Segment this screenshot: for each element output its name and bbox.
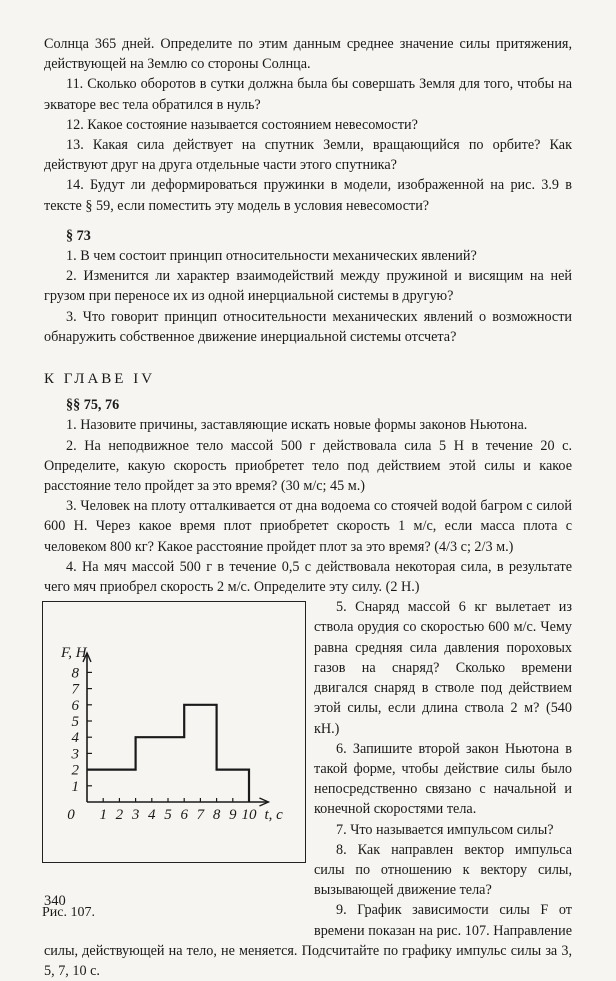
question-14: 14. Будут ли деформироваться пружинки в модели, изображенной на рис. 3.9 в тексте § 59, если поместить эту модель в условия невесомости? <box>44 177 572 214</box>
chapter-question-3: 3. Человек на плоту отталкивается от дна водоема со стоячей водой багром с силой 600 Н. Через какое время плот приобретет скорость 1 м/с, если масса плота с человеком 800 кг? Какое расстояние пройдет плот за это время? (4/3 с; 2/3 м.) <box>44 498 572 555</box>
x-tick-label: 7 <box>196 807 205 824</box>
chapter-question-8: 8. Как направлен вектор импульса силы по отношению к вектору силы, вызывающей движение тела? <box>314 841 572 899</box>
y-tick-label: 8 <box>71 665 79 682</box>
y-tick-label: 6 <box>71 698 79 715</box>
question-11: 11. Сколько оборотов в сутки должна была бы совершать Земля для того, чтобы на экваторе вес тела обратился в нуль? <box>44 76 572 113</box>
page-number: 340 <box>44 893 66 909</box>
y-tick-label: 3 <box>71 746 79 763</box>
x-tick-label: 4 <box>148 807 156 824</box>
section-73-question-2: 2. Изменится ли характер взаимодействий между пружиной и висящим на ней грузом при переносе их из одной инерциальной системы в другую? <box>44 268 572 305</box>
section-73-question-1: 1. В чем состоит принцип относительности механических явлений? <box>66 248 477 265</box>
section-heading-73: § 73 <box>66 227 91 244</box>
x-tick-label: 2 <box>115 807 124 824</box>
y-tick-label: 1 <box>71 779 79 796</box>
chapter-question-7: 7. Что называется импульсом силы? <box>336 821 554 838</box>
y-tick-label: 7 <box>71 681 79 698</box>
question-12: 12. Какое состояние называется состоянием невесомости? <box>66 116 418 133</box>
chapter-question-9: 9. График зависимости силы F от времени показан на рис. 107. Направление силы, действующей на тело, не меняется. Подсчитайте по графику импульс силы за 3, 5, 7, 10 с. <box>44 902 572 979</box>
x-tick-label: 6 <box>180 807 188 824</box>
x-tick-label: 8 <box>212 807 221 824</box>
force-time-graph <box>42 601 306 863</box>
section-heading-75-76: §§ 75, 76 <box>66 397 120 414</box>
chapter-question-4: 4. На мяч массой 500 г в течение 0,5 с действовала некоторая сила, в результате чего мяч приобрел скорость 2 м/с. Определите эту силу. (2 Н.) <box>44 558 572 596</box>
force-time-chart <box>43 602 305 862</box>
question-13: 13. Какая сила действует на спутник Земли, вращающийся по орбите? Как действуют друг на друга отдельные части этого спутника? <box>44 137 572 174</box>
section-73-question-3: 3. Что говорит принцип относительности механических явлений о возможности обнаружить собственное движение инерциальной системы отсчета? <box>44 308 572 345</box>
y-tick-label: 2 <box>71 762 79 779</box>
chapter-question-1: 1. Назовите причины, заставляющие искать новые формы законов Ньютона. <box>66 417 528 434</box>
x-axis-label: t, с <box>264 807 283 824</box>
x-tick-label: 10 <box>241 807 257 824</box>
origin-label: 0 <box>67 807 75 824</box>
page-text <box>44 34 572 981</box>
chapter-question-5: 5. Снаряд массой 6 кг вылетает из ствола орудия со скоростью 600 м/с. Чему равна средняя сила давления пороховых газов на снаряд? Сколько времени двигался снаряд в стволе под действием этой силы, если длина ствола 2 м? (540 кН.) <box>314 599 572 737</box>
paragraph-continuation: Солнца 365 дней. Определите по этим данным среднее значение силы притяжения, действующей на Землю со стороны Солнца. <box>44 36 572 73</box>
y-tick-label: 5 <box>71 714 79 731</box>
chapter-question-6: 6. Запишите второй закон Ньютона в такой форме, чтобы действие силы было непосредственно связано с начальной и конечной скоростями тела. <box>314 740 572 818</box>
x-tick-label: 5 <box>164 807 172 824</box>
chapter-heading: К ГЛАВЕ IV <box>44 371 156 388</box>
figure-107 <box>42 601 304 931</box>
chapter-question-2: 2. На неподвижное тело массой 500 г действовала сила 5 Н в течение 20 с. Определите, какую скорость приобретет тело под действием этой силы и какое расстояние тело пройдет за это время? (30 м/с; 45 м.) <box>44 437 572 495</box>
y-axis-label: F, Н <box>61 645 87 662</box>
x-tick-label: 9 <box>229 807 237 824</box>
y-tick-label: 4 <box>71 730 79 747</box>
force-series-line <box>87 705 249 802</box>
figure-caption: Рис. 107. <box>42 905 95 921</box>
x-tick-label: 1 <box>99 807 107 824</box>
x-tick-label: 3 <box>131 807 140 824</box>
